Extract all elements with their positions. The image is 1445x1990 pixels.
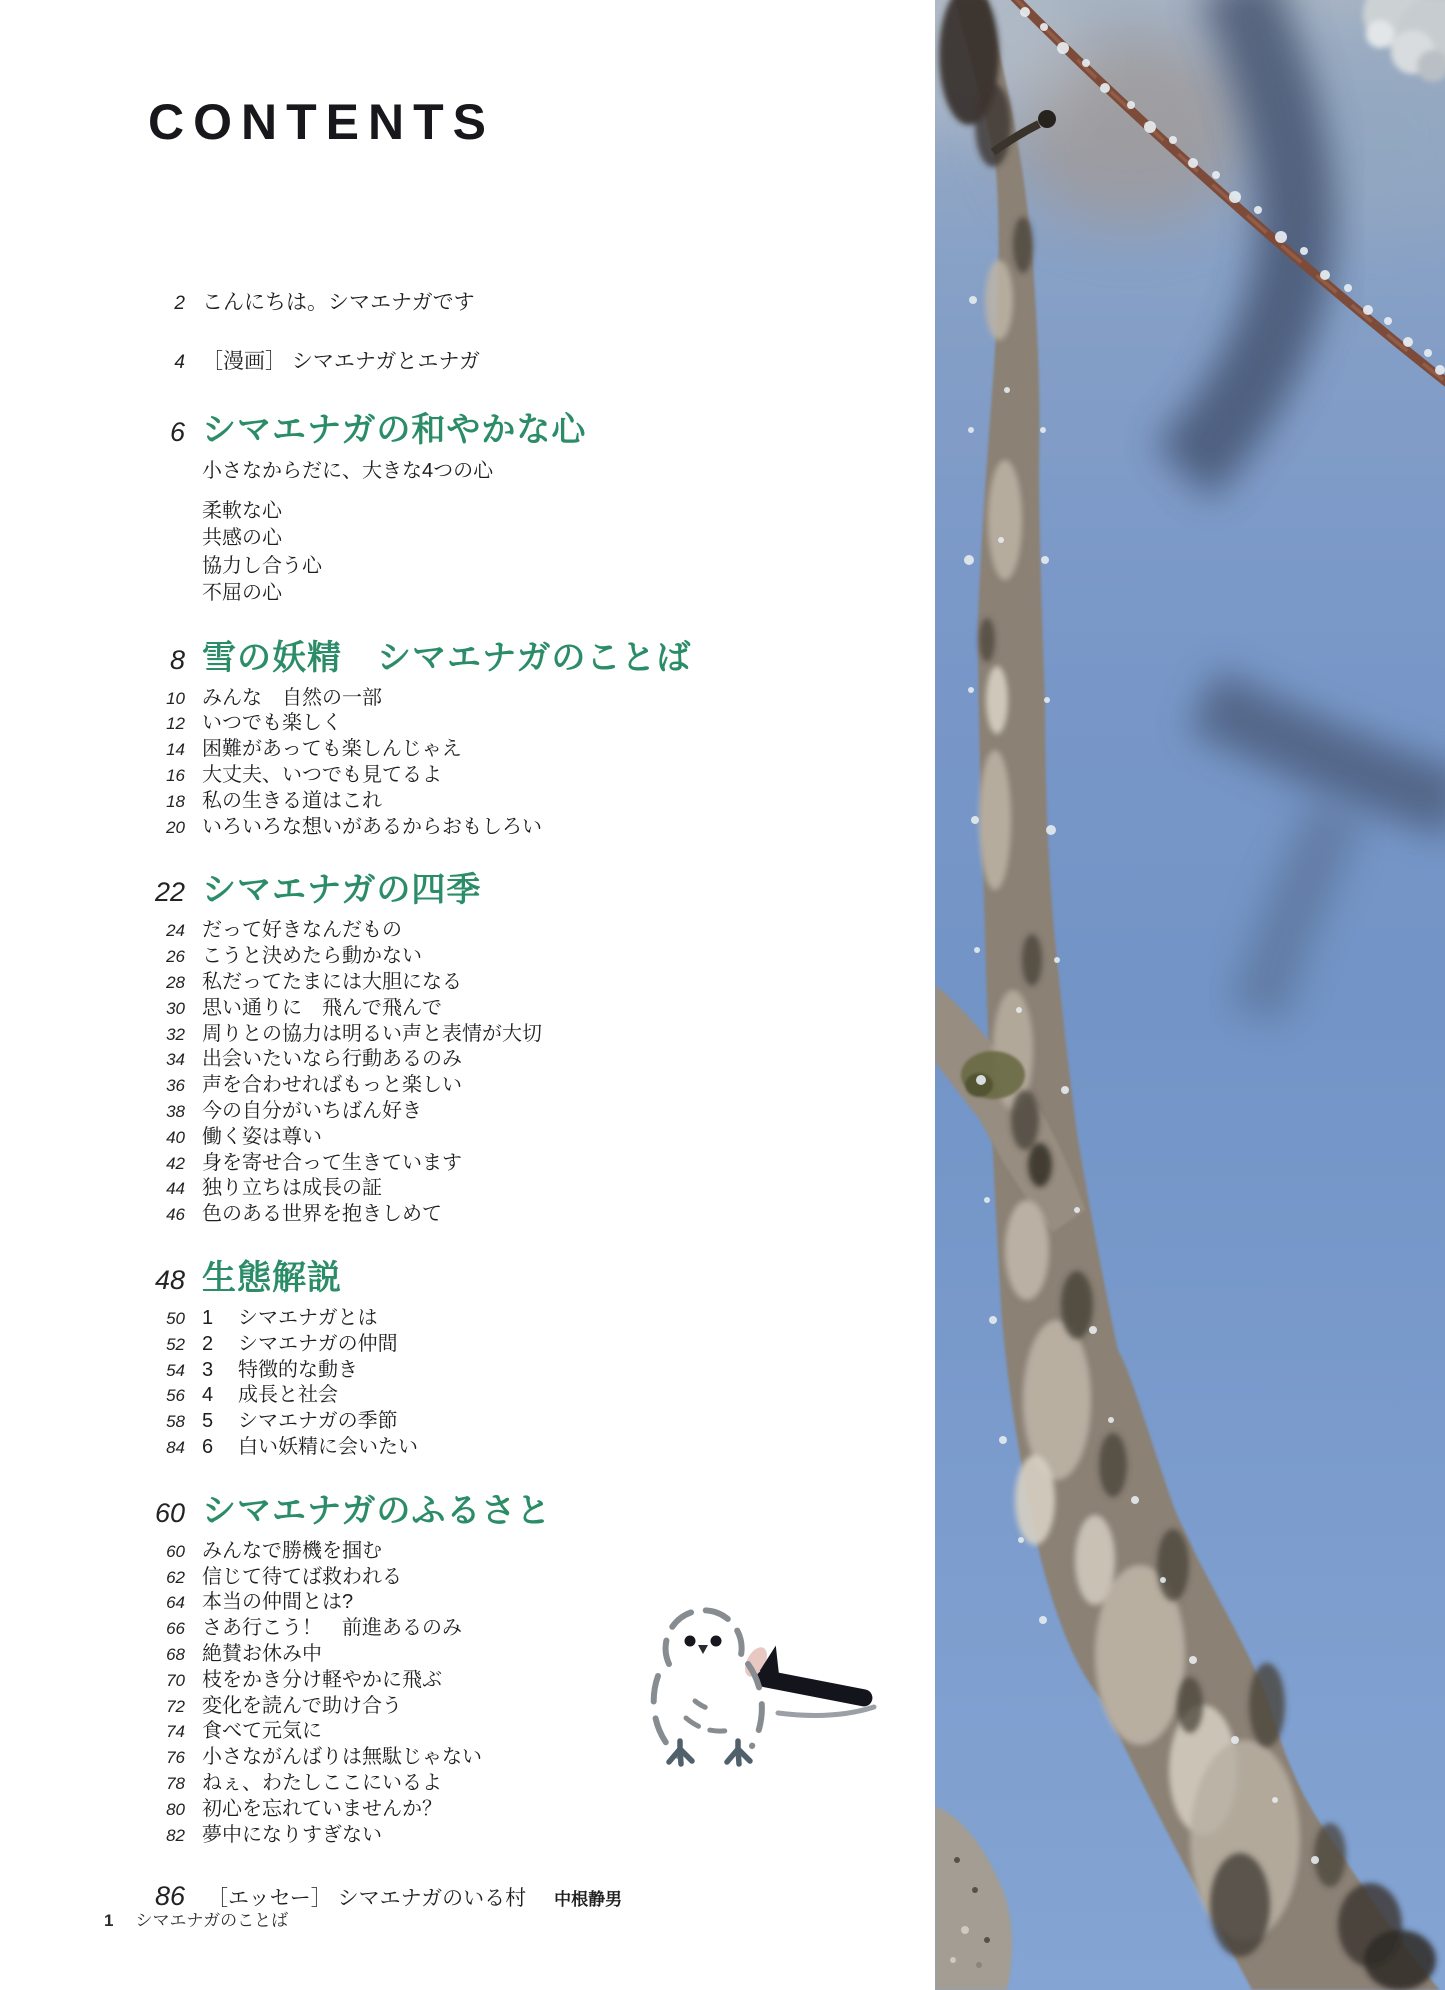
toc-entry-label: 今の自分がいちばん好き	[202, 1099, 422, 1122]
toc-page-number: 16	[166, 766, 185, 786]
toc-entry-label: 成長と社会	[238, 1384, 338, 1407]
toc-entry	[0, 1073, 935, 1099]
toc-entry-label: 柔軟な心	[202, 500, 282, 522]
toc-page-number: 14	[166, 740, 185, 760]
toc-entry-label: シマエナガの仲間	[238, 1332, 398, 1355]
toc-page-number: 20	[166, 817, 185, 837]
toc-entry-label: 絶賛お休み中	[202, 1642, 322, 1665]
toc-entry	[0, 1409, 935, 1435]
toc-entry-label: 生態解説	[202, 1258, 342, 1297]
toc-entry	[0, 1383, 935, 1409]
toc-entry	[0, 1332, 935, 1358]
bird-tail-underline	[778, 1707, 874, 1715]
toc-section-heading	[0, 1256, 935, 1300]
essay-author: 中根静男	[554, 1890, 623, 1910]
toc-entry-label: 出会いたいなら行動あるのみ	[202, 1048, 462, 1071]
toc-entry	[0, 290, 935, 317]
toc-entry-label: 協力し合う心	[202, 554, 322, 577]
toc-entry	[0, 553, 935, 580]
toc-page-number: 86	[154, 1881, 185, 1912]
toc-entry-label: いつでも楽しく	[202, 712, 342, 735]
toc-entry	[0, 1797, 935, 1823]
toc-entry-label: シマエナガの和やかな心	[202, 411, 587, 449]
toc-entry	[0, 349, 935, 376]
toc-page-number: 42	[166, 1153, 185, 1173]
toc-page-number: 46	[166, 1205, 185, 1225]
toc-entry	[0, 498, 935, 525]
toc-entry	[0, 1099, 935, 1125]
toc-page-number: 36	[166, 1076, 185, 1096]
toc-entry-label: ［エッセー］ シマエナガのいる村	[207, 1887, 527, 1911]
toc-item-index: 6	[202, 1435, 214, 1458]
toc-entry-label: 声を合わせればもっと楽しい	[202, 1074, 462, 1097]
page-title: CONTENTS	[148, 94, 495, 150]
toc-page-number: 2	[174, 293, 185, 314]
toc-entry	[0, 525, 935, 552]
toc-entry-label: さあ行こう！ 前進あるのみ	[202, 1617, 462, 1640]
toc-page-number: 50	[166, 1308, 185, 1328]
toc-entry-label: シマエナガの四季	[202, 871, 482, 910]
toc-page-number: 84	[166, 1437, 185, 1457]
toc-entry-label: シマエナガとは	[238, 1306, 378, 1329]
footer-page-number: 1	[104, 1911, 114, 1930]
shimaenaga-illustration	[638, 1598, 884, 1780]
toc-entry-label: 夢中になりすぎない	[202, 1823, 382, 1846]
toc-page-number: 82	[166, 1825, 185, 1845]
toc-section-heading	[0, 868, 935, 912]
toc-entry-label: シマエナガのふるさと	[202, 1491, 552, 1530]
toc-entry-label: 不屈の心	[202, 582, 282, 605]
toc-entry	[0, 711, 935, 737]
toc-page-number: 6	[169, 417, 185, 447]
toc-entry-label: 働く姿は尊い	[202, 1125, 322, 1148]
toc-entry	[0, 970, 935, 996]
toc-item-index: 2	[202, 1332, 214, 1355]
toc-page-number: 48	[154, 1264, 185, 1295]
toc-page-number: 44	[166, 1179, 185, 1199]
toc-page-number: 28	[166, 973, 185, 992]
toc-entry-label: こうと決めたら動かない	[202, 945, 422, 968]
footer-book-title: シマエナガのことば	[135, 1911, 289, 1930]
toc-page-number: 38	[166, 1101, 185, 1121]
toc-entry-label: 私だってたまには大胆になる	[202, 971, 462, 993]
toc-entry-label: 共感の心	[202, 527, 282, 550]
toc-entry-label: 食べて元気に	[202, 1720, 322, 1743]
toc-entry-label: 変化を読んで助け合う	[202, 1694, 402, 1717]
toc-entry-label: 思い通りに 飛んで飛んで	[202, 996, 442, 1019]
toc-page-number: 24	[166, 921, 185, 941]
toc-entry	[0, 1022, 935, 1048]
photo-frosted-branches	[935, 0, 1445, 1990]
bird-right-eye	[711, 1636, 722, 1647]
toc-entry-label: こんにちは。シマエナガです	[202, 291, 475, 314]
toc-page-number: 32	[166, 1024, 185, 1044]
toc-entry-label: シマエナガの季節	[238, 1410, 398, 1433]
toc-item-index: 3	[202, 1358, 214, 1381]
toc-entry-label: 私の生きる道はこれ	[202, 789, 382, 812]
toc-page-number: 60	[154, 1497, 185, 1528]
toc-page-number: 8	[169, 644, 185, 675]
toc-entry-label: 信じて待てば救われる	[202, 1565, 402, 1588]
toc-entry-label: 大丈夫、いつでも見てるよ	[202, 764, 442, 787]
toc-entry-label: ［漫画］ シマエナガとエナガ	[202, 350, 480, 373]
toc-entry-label: 独り立ちは成長の証	[202, 1177, 382, 1200]
toc-entry	[0, 1151, 935, 1177]
toc-section-heading	[0, 408, 935, 452]
toc-entry	[0, 763, 935, 789]
toc-entry	[0, 789, 935, 815]
toc-entry	[0, 1202, 935, 1228]
toc-entry-label: ねぇ、わたしここにいるよ	[202, 1771, 442, 1794]
toc-page-number: 4	[174, 352, 185, 373]
toc-page-number: 72	[166, 1696, 185, 1716]
toc-page-number: 76	[166, 1748, 185, 1768]
toc-entry-label: 初心を忘れていませんか？	[202, 1797, 442, 1820]
toc-entry	[0, 1358, 935, 1384]
toc-page-number: 64	[166, 1593, 185, 1613]
toc-entry	[0, 1823, 935, 1849]
toc-page-number: 58	[166, 1412, 185, 1432]
toc-entry-label: 色のある世界を抱きしめて	[202, 1203, 442, 1226]
toc-entry	[0, 580, 935, 607]
toc-entry	[0, 1565, 935, 1591]
toc-entry	[0, 996, 935, 1022]
toc-entry	[0, 737, 935, 763]
toc-page-number: 34	[166, 1050, 185, 1070]
toc-entry-label: 本当の仲間とは?	[202, 1591, 354, 1614]
toc-entry	[0, 1435, 935, 1461]
toc-page-number: 30	[166, 998, 185, 1018]
toc-entry-label: 特徴的な動き	[238, 1358, 358, 1381]
toc-page-number: 78	[166, 1773, 185, 1793]
toc-page-number: 54	[166, 1360, 185, 1380]
bird-left-eye	[685, 1636, 696, 1647]
toc-page-number: 52	[166, 1334, 185, 1354]
toc-entry-label: 雪の妖精 シマエナガのことば	[202, 638, 692, 677]
toc-page-number: 26	[166, 947, 185, 967]
toc-entry	[0, 918, 935, 944]
toc-section-subtitle: 小さなからだに、大きな4つの心	[202, 460, 494, 482]
toc-item-index: 5	[202, 1410, 214, 1433]
toc-entry	[0, 944, 935, 970]
toc-entry	[0, 1047, 935, 1073]
toc-entry-label: 身を寄せ合って生きています	[202, 1151, 462, 1174]
toc-page-number: 70	[166, 1670, 185, 1690]
toc-entry-label: 小さながんばりは無駄じゃない	[202, 1746, 482, 1769]
toc-entry	[0, 1539, 935, 1565]
toc-item-index: 4	[202, 1384, 214, 1407]
bird-tail	[755, 1643, 879, 1708]
toc-entry-label: だって好きなんだもの	[202, 919, 402, 942]
toc-page-number: 74	[166, 1722, 185, 1742]
toc-entry	[0, 1176, 935, 1202]
toc-entry	[0, 815, 935, 841]
toc-page-number: 56	[166, 1386, 185, 1406]
toc-page-number: 68	[166, 1644, 185, 1664]
toc-entry-label: みんな 自然の一部	[202, 686, 382, 709]
toc-entry-label: 周りとの協力は明るい声と表情が大切	[202, 1022, 542, 1045]
toc-page-number: 80	[166, 1799, 185, 1819]
moss-patch	[961, 1051, 1025, 1099]
toc-page-number: 10	[166, 688, 185, 708]
toc-page-number: 66	[166, 1619, 185, 1639]
toc-entry-label: 枝をかき分け軽やかに飛ぶ	[202, 1668, 442, 1691]
toc-page-number: 62	[166, 1567, 185, 1587]
toc-entry	[0, 686, 935, 712]
toc-entry-label: みんなで勝機を掴む	[202, 1539, 382, 1562]
toc-section-heading	[0, 1489, 935, 1533]
toc-entry	[0, 1306, 935, 1332]
toc-entry	[0, 1125, 935, 1151]
toc-entry-label: 困難があっても楽しんじゃえ	[202, 738, 462, 761]
toc-page-number: 12	[166, 714, 185, 734]
toc-page-number: 22	[154, 877, 185, 908]
toc-entry-label: 白い妖精に会いたい	[238, 1435, 418, 1458]
toc-item-index: 1	[202, 1306, 214, 1329]
toc-section-heading	[0, 636, 935, 680]
toc-entry-label: いろいろな想いがあるからおもしろい	[202, 815, 542, 838]
toc-page-number: 18	[166, 791, 185, 811]
toc-page-number: 40	[166, 1127, 185, 1147]
toc-page-number: 60	[166, 1541, 185, 1561]
page-footer	[104, 1906, 288, 1931]
